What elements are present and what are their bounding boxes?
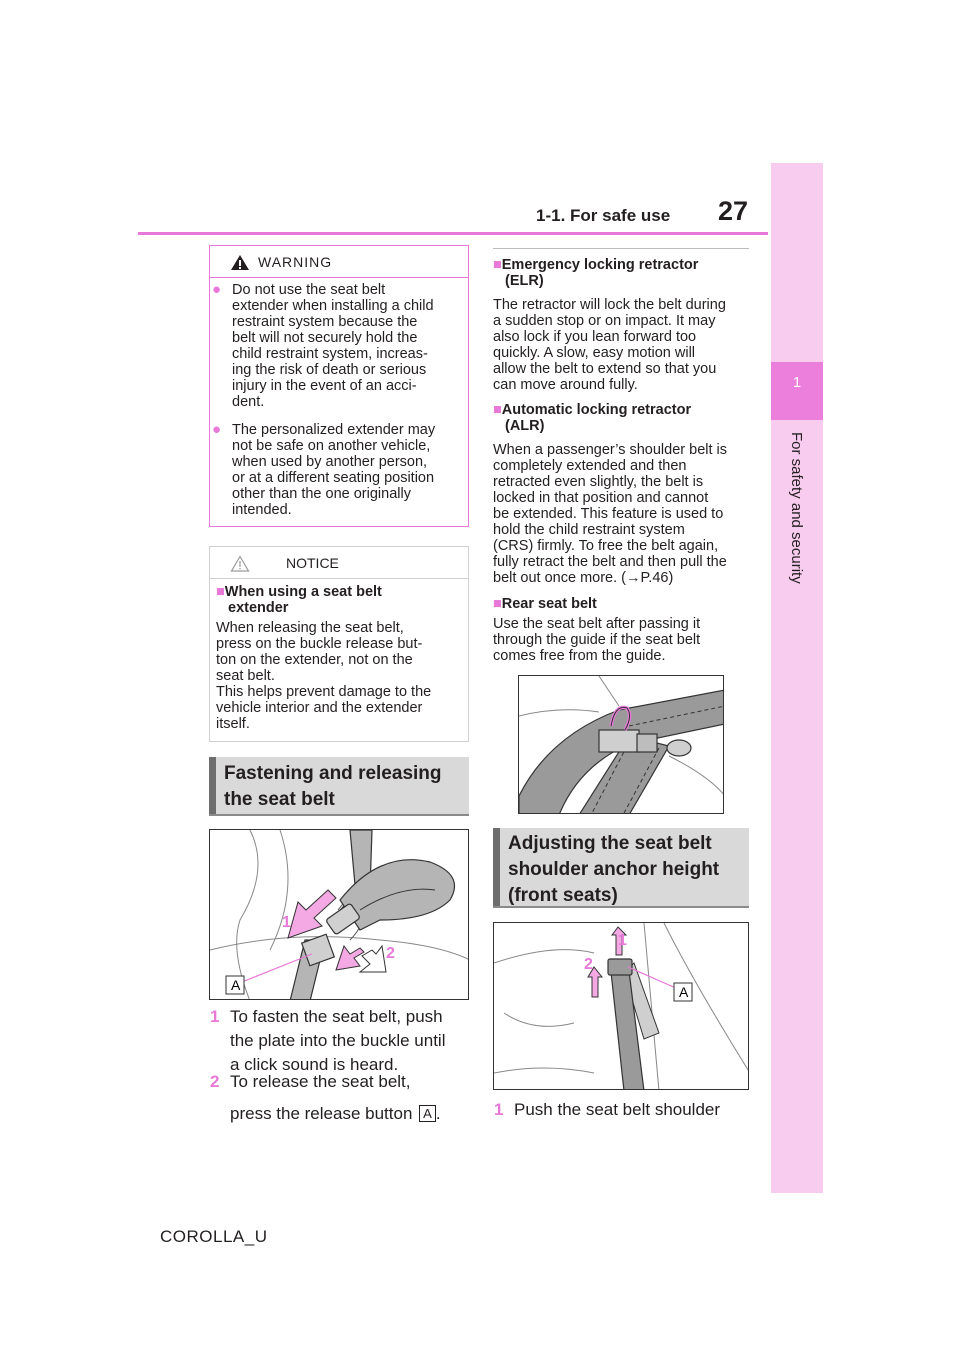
- step-push-anchor: 1 Push the seat belt shoulder: [494, 1100, 721, 1119]
- warning-item-line: intended.: [232, 502, 292, 518]
- warning-header: [210, 246, 468, 278]
- warning-item-line: dent.: [232, 394, 265, 410]
- shoulder-anchor-illustration: [493, 922, 749, 1090]
- callout-2: 2: [386, 945, 395, 962]
- bullet-icon: ●: [212, 281, 222, 298]
- rear-belt-guide-illustration: [518, 675, 724, 814]
- rear-body: Use the seat belt after passing it through the guide if the seat belt comes free from the guide.: [493, 616, 701, 664]
- notice-label: NOTICE: [286, 555, 339, 571]
- section-heading-fastening: Fastening and releasing the seat belt: [209, 757, 469, 816]
- square-bullet-icon: ■: [216, 584, 225, 600]
- warning-item-line: other than the one originally: [232, 486, 411, 502]
- header-rule: [138, 232, 768, 235]
- callout-a: A: [231, 977, 241, 993]
- step-fasten: 1 To fasten the seat belt, push the plate into the buckle until a click sound is heard.: [210, 1007, 446, 1074]
- elr-body: The retractor will lock the belt during a sudden stop or on impact. It may also lock if you lean forward too quickly. A slow, easy motion will allow the belt to extend so that you can move around fully.: [493, 297, 726, 393]
- step-release: 2 To release the seat belt, press the release button A .: [210, 1072, 441, 1123]
- notice-subheading: ■When using a seat belt extender: [216, 584, 382, 616]
- chapter-tab-marker: [771, 362, 823, 420]
- callout-2: 2: [584, 956, 593, 973]
- page-reference-link[interactable]: belt out once more. (→P.46): [493, 570, 674, 586]
- alr-subheading: ■Automatic locking retractor (ALR): [493, 402, 692, 434]
- square-bullet-icon: ■: [493, 402, 502, 418]
- page-number: 27: [718, 196, 749, 226]
- warning-item-line: not be safe on another vehicle,: [232, 438, 431, 454]
- warning-item-line: or at a different seating position: [232, 470, 435, 486]
- notice-box: [209, 546, 469, 742]
- warning-item-line: The personalized extender may: [232, 422, 436, 438]
- warning-icon: [230, 254, 250, 271]
- square-bullet-icon: ■: [493, 596, 502, 612]
- warning-label: WARNING: [258, 254, 333, 270]
- section-heading-anchor-height: Adjusting the seat belt shoulder anchor height (front seats): [493, 828, 749, 908]
- warning-item-line: when used by another person,: [232, 454, 428, 470]
- chapter-label-wrap: [783, 432, 811, 732]
- alr-body: When a passenger’s shoulder belt is completely extended and then retracted even slightly, the belt is locked in that position and cannot be extended. This feature is used to hold the child restraint system (CRS) firmly. To free the belt again, fully retract the belt and then pull the belt out once more. (→P.46): [493, 442, 751, 586]
- square-bullet-icon: ■: [493, 257, 502, 273]
- chapter-number: 1: [792, 374, 802, 391]
- warning-item-line: belt will not securely hold the: [232, 330, 418, 346]
- callout-1: 1: [282, 914, 291, 931]
- chapter-label: For safety and security: [788, 432, 805, 584]
- elr-subheading: ■Emergency locking retractor (ELR): [493, 257, 699, 289]
- warning-item-1: [210, 282, 468, 410]
- buckle-illustration: [209, 829, 469, 1000]
- warning-item-line: Do not use the seat belt: [232, 282, 386, 298]
- notice-header: [210, 547, 468, 579]
- caution-icon: [230, 555, 250, 572]
- notice-body: When releasing the seat belt, press on the buckle release but- ton on the extender, not on the seat belt. This helps prevent damage to the vehicle interior and the extender itself.: [216, 620, 432, 732]
- release-button-callout: A: [419, 1105, 436, 1122]
- section-title: 1-1. For safe use: [536, 206, 671, 225]
- callout-a: A: [679, 984, 689, 1000]
- warning-item-2: [210, 422, 468, 518]
- footer-code: COROLLA_U: [160, 1227, 268, 1246]
- warning-box: [209, 245, 469, 527]
- column-rule: [493, 248, 749, 249]
- warning-item-line: ing the risk of death or serious: [232, 362, 427, 378]
- warning-item-line: injury in the event of an acci-: [232, 378, 417, 394]
- warning-item-line: extender when installing a child: [232, 298, 434, 314]
- bullet-icon: ●: [212, 421, 222, 438]
- warning-item-line: restraint system because the: [232, 314, 418, 330]
- callout-1: 1: [618, 932, 627, 949]
- rear-subheading: ■Rear seat belt: [493, 596, 597, 612]
- warning-item-line: child restraint system, increas-: [232, 346, 428, 362]
